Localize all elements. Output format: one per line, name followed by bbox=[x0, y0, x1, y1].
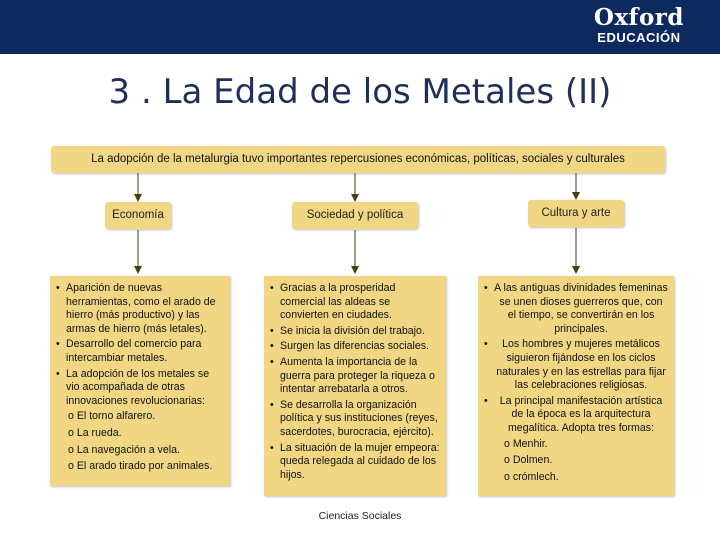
footer-subject: Ciencias Sociales bbox=[318, 510, 402, 522]
bullet-item: • La principal manifestación artística de la época es la arquitectura megalítica. Adopta tres formas: bbox=[484, 395, 668, 436]
slide-title: 3 . La Edad de los Metales (II) bbox=[108, 72, 612, 112]
sub-item: o La navegación a vela. bbox=[68, 443, 180, 456]
bullet-item: • Gracias a la prosperidad comercial las aldeas se convierten en ciudades. bbox=[270, 282, 440, 323]
sub-item: o Dolmen. bbox=[504, 454, 553, 467]
bullet-item: • La adopción de los metales se vio acompañada de otras innovaciones revolucionarias: bbox=[56, 368, 224, 409]
sub-item: o La rueda. bbox=[68, 426, 122, 439]
sub-item: o Menhir. bbox=[504, 437, 548, 450]
category-economia: Economía bbox=[105, 202, 171, 229]
panel-cultura bbox=[478, 276, 674, 496]
bullet-item: • Los hombres y mujeres metálicos siguieron fijándose en los ciclos naturales y en las estrellas para fijar las celebraciones religiosas. bbox=[484, 338, 668, 392]
header-bar bbox=[0, 0, 720, 54]
sub-item: o El arado tirado por animales. bbox=[68, 460, 213, 473]
category-cultura: Cultura y arte bbox=[528, 200, 624, 227]
oxford-logo bbox=[594, 6, 684, 45]
bullet-item: • Aparición de nuevas herramientas, como el arado de hierro (más productivo) y las armas de hierro (más letales). bbox=[56, 282, 224, 336]
category-sociedad: Sociedad y política bbox=[292, 202, 418, 229]
panel-sociedad bbox=[264, 276, 446, 496]
bullet-item: • Aumenta la importancia de la guerra para proteger la riqueza o intentar arrebatarla a otros. bbox=[270, 356, 440, 397]
bullet-item: • La situación de la mujer empeora: queda relegada al cuidado de los hijos. bbox=[270, 442, 440, 483]
sub-item: o crómlech. bbox=[504, 470, 559, 483]
logo-wordmark: Oxford bbox=[593, 4, 684, 31]
panel-economia bbox=[50, 276, 230, 486]
intro-box: La adopción de la metalurgia tuvo importantes repercusiones económicas, políticas, sociales y culturales bbox=[51, 146, 665, 173]
logo-subtitle: EDUCACIÓN bbox=[597, 30, 681, 45]
bullet-item: • A las antiguas divinidades femeninas se unen dioses guerreros que, con el tiempo, se convertirán en los principales. bbox=[484, 282, 668, 336]
sub-item: o El torno alfarero. bbox=[68, 410, 156, 423]
bullet-item: • Desarrollo del comercio para intercambiar metales. bbox=[56, 338, 224, 365]
bullet-item: • Surgen las diferencias sociales. bbox=[270, 340, 440, 354]
bullet-item: • Se desarrolla la organización política y sus instituciones (reyes, sacerdotes, burocracia, ejército). bbox=[270, 399, 440, 440]
bullet-item: • Se inicia la división del trabajo. bbox=[270, 325, 440, 339]
